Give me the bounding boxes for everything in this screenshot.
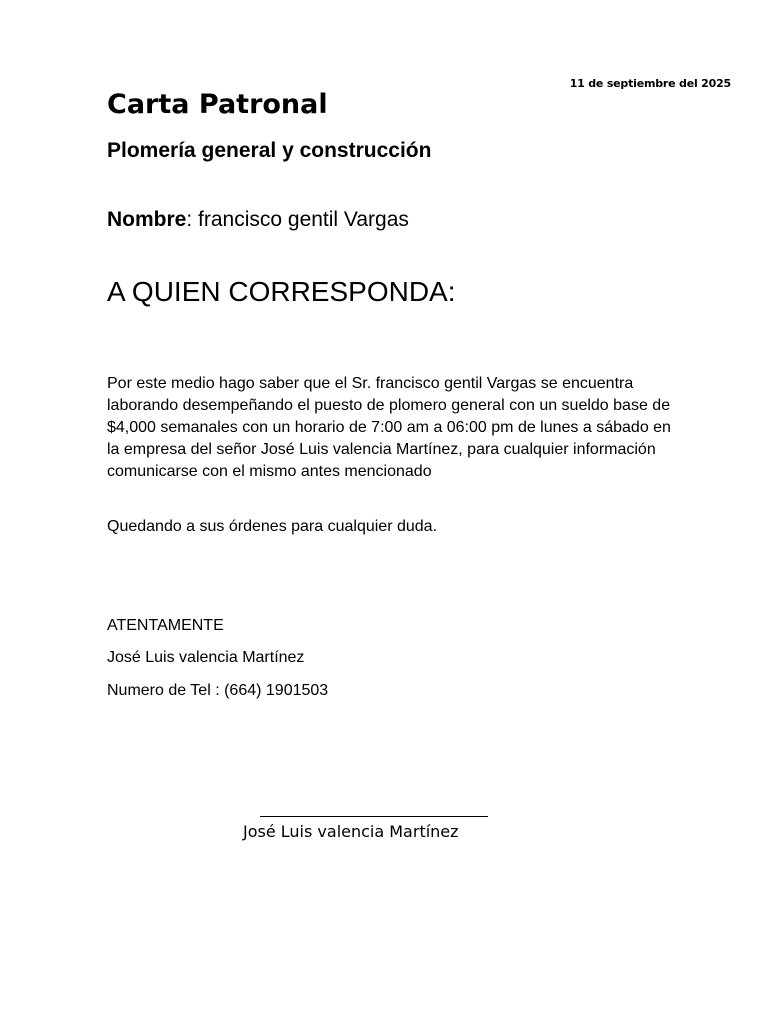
sign-off: ATENTAMENTE [107, 617, 224, 634]
signature-line [260, 816, 488, 817]
signature-name: José Luis valencia Martínez [243, 822, 459, 841]
salutation: A QUIEN CORRESPONDA: [107, 276, 456, 307]
signer-name: José Luis valencia Martínez [107, 649, 305, 666]
name-value: : francisco gentil Vargas [186, 208, 409, 231]
phone-number: Numero de Tel : (664) 1901503 [107, 682, 329, 699]
letter-title: Carta Patronal [107, 89, 328, 120]
letter-subtitle: Plomería general y construcción [107, 139, 432, 162]
employee-name-line [107, 208, 409, 232]
letter-body: Por este medio hago saber que el Sr. francisco gentil Vargas se encuentra laborando desempeñando el puesto de plomero general con un sueldo base de $4,000 semanales con un horario de 7:00 am a 06:00 pm de lunes a sábado en la empresa del señor José Luis valencia Martínez, para cualquier información comunicarse con el mismo antes mencionado [107, 375, 671, 480]
letter-date: 11 de septiembre del 2025 [569, 77, 731, 90]
name-label: Nombre [107, 208, 187, 231]
closing-line: Quedando a sus órdenes para cualquier duda. [107, 518, 438, 535]
